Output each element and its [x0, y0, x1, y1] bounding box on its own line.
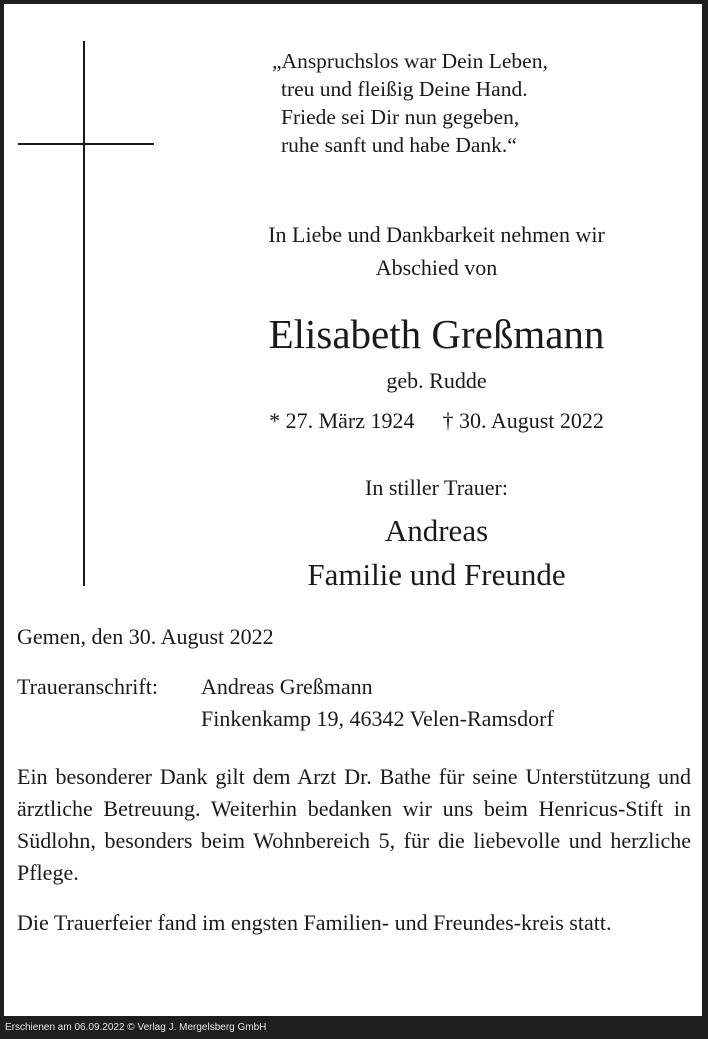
intro-line: In Liebe und Dankbarkeit nehmen wir: [268, 222, 605, 247]
address-label: Traueranschrift:: [17, 674, 158, 699]
address-line: Andreas Greßmann: [201, 674, 373, 699]
poem-line: „Anspruchslos war Dein Leben,: [272, 49, 548, 73]
deceased-name: Elisabeth Greßmann: [268, 311, 605, 357]
farewell-intro: [159, 218, 708, 284]
poem-line: ruhe sanft und habe Dank.“: [281, 133, 517, 157]
poem-line: treu und fleißig Deine Hand.: [281, 77, 528, 101]
death-date: † 30. August 2022: [442, 408, 604, 433]
obituary-notice: [4, 4, 702, 1016]
place-and-date: Gemen, den 30. August 2022: [17, 624, 274, 649]
cross-horizontal-bar: [18, 143, 154, 145]
intro-line: Abschied von: [375, 255, 498, 280]
mourner-name: Andreas: [384, 513, 489, 548]
poem-line: Friede sei Dir nun gegeben,: [281, 105, 520, 129]
thanks-paragraph: Ein besonderer Dank gilt dem Arzt Dr. Bathe für seine Unterstützung und ärztliche Betreuung. Weiterhin bedanken wir uns beim Henricus-Stift in Südlohn, besonders beim Wohnbereich 5, für die liebevolle und herzliche Pflege.: [17, 764, 691, 885]
address-line: Finkenkamp 19, 46342 Velen-Ramsdorf: [201, 706, 554, 731]
life-dates: [159, 404, 708, 438]
publication-footer: Erschienen am 06.09.2022 © Verlag J. Mergelsberg GmbH: [5, 1022, 267, 1033]
birth-date: * 27. März 1924: [269, 408, 415, 433]
cross-vertical-bar: [83, 41, 85, 586]
mourner-name: Familie und Freunde: [307, 557, 566, 592]
memorial-poem: [272, 47, 548, 159]
funeral-note-paragraph: Die Trauerfeier fand im engsten Familien- und Freundes-kreis statt.: [17, 910, 612, 935]
mourning-label: In stiller Trauer:: [365, 475, 508, 500]
maiden-name: geb. Rudde: [386, 368, 487, 393]
mourning-address: [201, 671, 554, 735]
